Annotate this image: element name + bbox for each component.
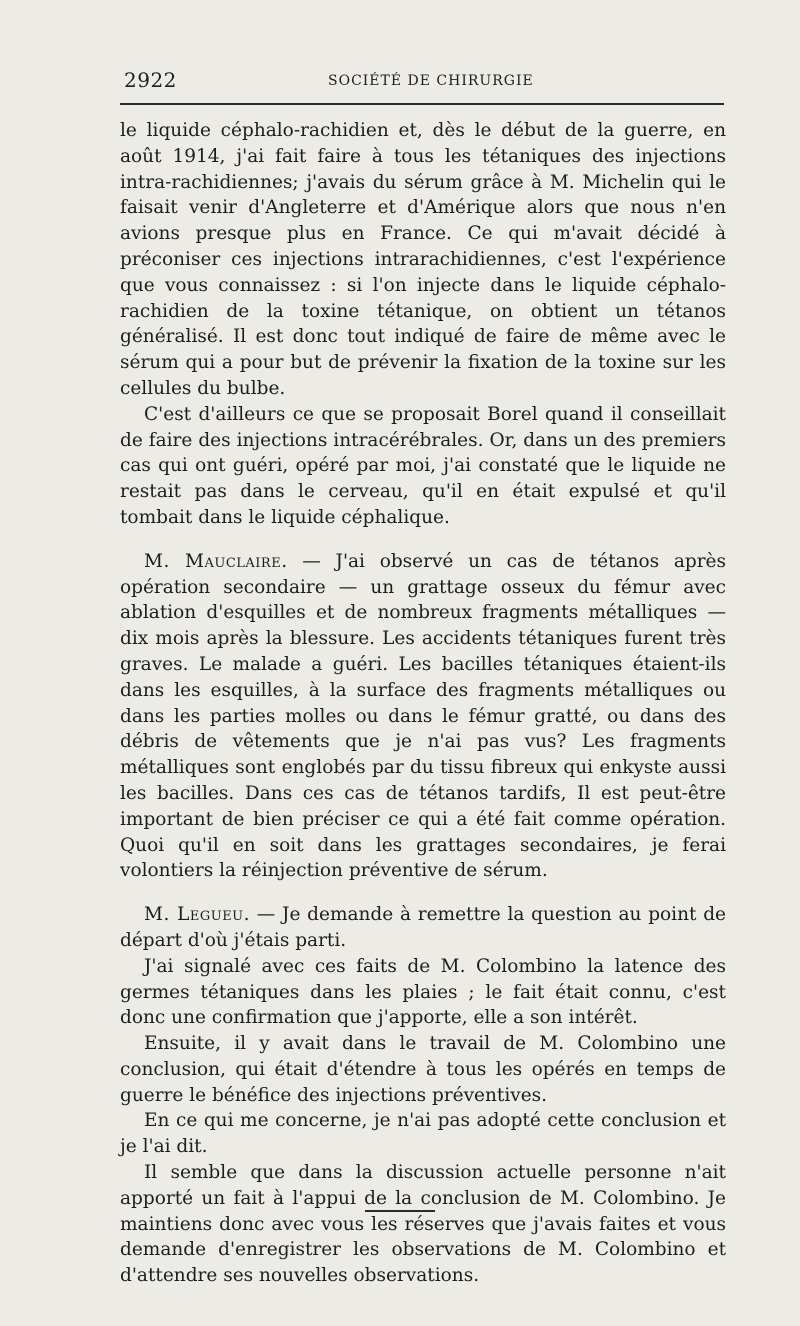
paragraph-text: En ce qui me concerne, je n'ai pas adopté cette conclusion et je l'ai dit.: [120, 1110, 726, 1158]
speaker-name: M. Legueu.: [144, 904, 251, 926]
paragraph: [120, 1108, 726, 1160]
end-rule: [365, 1210, 435, 1212]
page-header: [120, 68, 728, 92]
paragraph: [120, 1031, 726, 1108]
paragraph-text: Ensuite, il y avait dans le travail de M. Colombino une conclusion, qui était d'étendre à tous les opérés en temps de guerre le bénéfice des injections préventives.: [120, 1033, 726, 1106]
paragraph-text: Il semble que dans la discussion actuelle personne n'ait apporté un fait à l'appui de la conclusion de M. Colombino. Je maintiens donc avec vous les réserves que j'avais faites et vous demande d'enregistrer les observations de M. Colombino et d'attendre ses nouvelles observations.: [120, 1162, 726, 1287]
paragraph: [120, 1160, 726, 1289]
body-text: [120, 118, 726, 1289]
paragraph-text: J'ai signalé avec ces faits de M. Colombino la latence des germes tétaniques dans les plaies ; le fait était connu, c'est donc une confirmation que j'apporte, elle a son intérêt.: [120, 955, 726, 1029]
paragraph: [120, 402, 726, 531]
paragraph-mauclaire: [120, 549, 726, 884]
speaker-name: M. Mauclaire.: [144, 550, 288, 572]
paragraph: [120, 954, 726, 1031]
paragraph-text: le liquide céphalo-rachidien et, dès le début de la guerre, en août 1914, j'ai fait faire à tous les tétaniques des injections intra-rachidiennes; j'avais du sérum grâce à M. Michelin qui le faisait venir d'Angleterre et d'Amérique alors que nous n'en avions presque plus en France. Ce qui m'avait décidé à préconiser ces injections intrarachidiennes, c'est l'expérience que vous connaissez : si l'on injecte dans le liquide céphalo-rachidien de la toxine tétanique, on obtient un tétanos généralisé. Il est donc tout indiqué de faire de même avec le sérum qui a pour but de prévenir la fixation de la toxine sur les cellules du bulbe.: [120, 120, 726, 399]
page-number: 2922: [124, 68, 177, 92]
paragraph-text: — Je demande à remettre la question au point de départ d'où j'étais parti.: [120, 904, 726, 951]
running-title: SOCIÉTÉ DE CHIRURGIE: [328, 73, 534, 89]
header-rule: [120, 103, 724, 105]
paragraph-legueu: [120, 902, 726, 954]
paragraph-text: — J'ai observé un cas de tétanos après opération secondaire — un grattage osseux du fémur avec ablation d'esquilles et de nombreux fragments métalliques — dix mois après la blessure. Les accidents tétaniques furent très graves. Le malade a guéri. Les bacilles tétaniques étaient-ils dans les esquilles, à la surface des fragments métalliques ou dans les parties molles ou dans le fémur gratté, ou dans des débris de vêtements que je n'ai pas vus? Les fragments métalliques sont englobés par du tissu fibreux qui enkyste aussi les bacilles. Dans ces cas de tétanos tardifs, Il est peut-être important de bien préciser ce qui a été fait comme opération. Quoi qu'il en soit dans les grattages secondaires, je ferai volontiers la réinjection préventive de sérum.: [120, 550, 726, 882]
paragraph: [120, 118, 726, 402]
paragraph-text: C'est d'ailleurs ce que se proposait Borel quand il conseillait de faire des injections intracérébrales. Or, dans un des premiers cas qui ont guéri, opéré par moi, j'ai constaté que le liquide ne restait pas dans le cerveau, qu'il en était expulsé et qu'il tombait dans le liquide céphalique.: [120, 403, 726, 528]
